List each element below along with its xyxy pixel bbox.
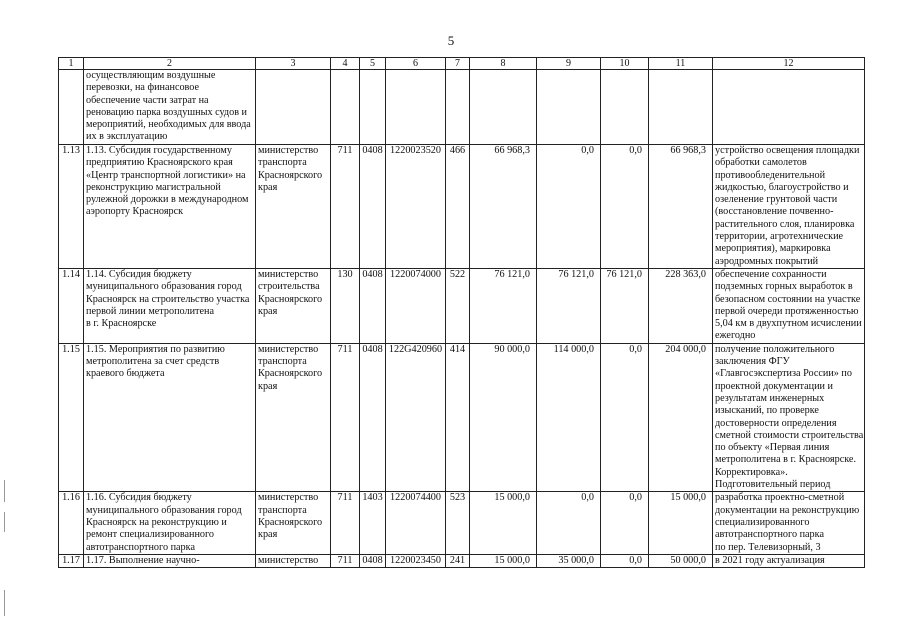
cell-text-line: растительного слоя, планировка — [715, 218, 855, 230]
column-number-header: 7 — [446, 58, 470, 70]
target-article-cell: 1220074000 — [386, 268, 446, 343]
row-number-cell: 1.14 — [59, 268, 84, 343]
cell-text-line: обработки самолетов — [715, 157, 807, 169]
amount-year3-cell: 0,0 — [601, 492, 649, 554]
cell-text-line: Красноярского — [258, 368, 323, 380]
column-number-header: 1 — [59, 58, 84, 70]
table-header-row — [59, 58, 865, 70]
amount-year3-cell — [601, 70, 649, 145]
amount-year1-cell: 90 000,0 — [470, 343, 537, 492]
target-article-cell: 1220023520 — [386, 145, 446, 269]
cell-text-line: по объекту «Первая линия — [715, 442, 830, 454]
grbs-code-cell: 711 — [331, 343, 360, 492]
cell-text-line: специализированного — [715, 516, 810, 528]
scan-edge-mark — [4, 512, 5, 532]
cell-text-line: метрополитена в г. Красноярске. — [715, 454, 857, 466]
cell-text-line: предприятию Красноярского края — [86, 157, 233, 169]
cell-text-line: метрополитена за счет средств — [86, 356, 220, 368]
cell-text-line: мероприятий, необходимых для ввода — [86, 119, 251, 131]
table-row — [59, 268, 865, 343]
expected-result-cell — [713, 268, 865, 343]
table-row — [59, 492, 865, 554]
agency-cell — [256, 343, 331, 492]
target-article-cell: 1220023450 — [386, 554, 446, 567]
cell-text-line: Красноярск на строительство участка — [86, 293, 250, 305]
target-article-cell: 122G420960 — [386, 343, 446, 492]
expense-type-cell: 241 — [446, 554, 470, 567]
column-number-header: 9 — [537, 58, 601, 70]
cell-text-line: разработка проектно-сметной — [715, 492, 845, 504]
cell-text-line: противообледенительной — [715, 169, 826, 181]
cell-text-line: министерство — [258, 343, 319, 355]
amount-year1-cell: 15 000,0 — [470, 554, 537, 567]
measure-name-cell — [84, 554, 256, 567]
cell-text-line: достоверности определения — [715, 417, 837, 429]
cell-text-line: «Центр транспортной логистики» на — [86, 169, 246, 181]
cell-text-line: озеленение грунтовой части — [715, 194, 838, 206]
cell-text-line: (восстановление почвенно- — [715, 206, 834, 218]
cell-text-line: проектной документации и — [715, 380, 834, 392]
cell-text-line: жидкостью, благоустройство и — [715, 181, 849, 193]
table-row — [59, 554, 865, 567]
table-row — [59, 70, 865, 145]
expense-type-cell — [446, 70, 470, 145]
page-number: 5 — [447, 33, 455, 48]
cell-text-line: реновацию парка воздушных судов и — [86, 106, 248, 118]
amount-year1-cell: 15 000,0 — [470, 492, 537, 554]
amount-year2-cell: 114 000,0 — [537, 343, 601, 492]
column-number-header: 6 — [386, 58, 446, 70]
cell-text-line: 5,04 км в двухпутном исчислении — [715, 318, 862, 330]
measure-name-cell — [84, 145, 256, 269]
expected-result-cell — [713, 70, 865, 145]
section-code-cell — [360, 70, 386, 145]
agency-cell — [256, 492, 331, 554]
amount-total-cell: 66 968,3 — [649, 145, 713, 269]
table-row — [59, 343, 865, 492]
cell-text-line: Подготовительный период — [715, 479, 831, 491]
cell-text-line: 1.17. Выполнение научно- — [86, 554, 200, 566]
section-code-cell: 0408 — [360, 554, 386, 567]
expense-type-cell: 414 — [446, 343, 470, 492]
scan-edge-mark — [4, 590, 5, 616]
expense-type-cell: 523 — [446, 492, 470, 554]
cell-text-line: аэропорту Красноярск — [86, 206, 184, 218]
cell-text-line: безопасном состоянии на участке — [715, 293, 861, 305]
amount-total-cell: 204 000,0 — [649, 343, 713, 492]
cell-text-line: муниципального образования город — [86, 281, 242, 293]
expected-result-cell — [713, 145, 865, 269]
amount-total-cell: 228 363,0 — [649, 268, 713, 343]
cell-text-line: края — [258, 380, 278, 392]
cell-text-line: первой очереди протяженностью — [715, 305, 859, 317]
cell-text-line: «Главгосэкспертиза России» по — [715, 368, 852, 380]
cell-text-line: министерство — [258, 145, 319, 156]
amount-year2-cell — [537, 70, 601, 145]
row-number-cell — [59, 70, 84, 145]
cell-text-line: их в эксплуатацию — [86, 131, 168, 143]
grbs-code-cell: 711 — [331, 145, 360, 269]
cell-text-line: Корректировка». — [715, 466, 788, 478]
cell-text-line: ежегодно — [715, 330, 756, 342]
section-code-cell: 1403 — [360, 492, 386, 554]
expected-result-cell — [713, 492, 865, 554]
cell-text-line: результатам инженерных — [715, 392, 825, 404]
cell-text-line: в г. Красноярске — [86, 318, 157, 330]
cell-text-line: мероприятия), маркировка — [715, 243, 831, 255]
amount-year3-cell: 0,0 — [601, 343, 649, 492]
table-row — [59, 145, 865, 269]
target-article-cell: 1220074400 — [386, 492, 446, 554]
column-number-header: 5 — [360, 58, 386, 70]
amount-year2-cell: 76 121,0 — [537, 268, 601, 343]
cell-text-line: по пер. Телевизорный, 3 — [715, 541, 821, 553]
row-number-cell: 1.16 — [59, 492, 84, 554]
cell-text-line: автотранспортного парка — [715, 529, 824, 541]
cell-text-line: перевозки, на финансовое — [86, 82, 200, 94]
cell-text-line: автотранспортного парка — [86, 541, 195, 553]
expected-result-cell — [713, 554, 865, 567]
cell-text-line: 1.16. Субсидия бюджету — [86, 492, 192, 504]
cell-text-line: 1.13. Субсидия государственному — [86, 145, 232, 156]
cell-text-line: территории, агротехнические — [715, 231, 844, 243]
cell-text-line: заключения ФГУ — [715, 356, 790, 368]
cell-text-line: аэродромных покрытий — [715, 255, 819, 267]
cell-text-line: Красноярск на реконструкцию и — [86, 516, 227, 528]
cell-text-line: Красноярского — [258, 516, 323, 528]
expense-type-cell: 522 — [446, 268, 470, 343]
grbs-code-cell: 711 — [331, 492, 360, 554]
row-number-cell: 1.13 — [59, 145, 84, 269]
cell-text-line: устройство освещения площадки — [715, 145, 860, 156]
amount-year1-cell — [470, 70, 537, 145]
agency-cell — [256, 70, 331, 145]
cell-text-line: документации на реконструкцию — [715, 504, 860, 516]
cell-text-line: Красноярского — [258, 169, 323, 181]
cell-text-line: сметной стоимости строительства — [715, 429, 864, 441]
cell-text-line: реконструкцию магистральной — [86, 181, 221, 193]
agency-cell — [256, 554, 331, 567]
target-article-cell — [386, 70, 446, 145]
column-number-header: 4 — [331, 58, 360, 70]
program-measures-table — [58, 57, 865, 568]
cell-text-line: края — [258, 181, 278, 193]
cell-text-line: министерство — [258, 554, 319, 566]
cell-text-line: края — [258, 305, 278, 317]
cell-text-line: транспорта — [258, 157, 307, 169]
cell-text-line: края — [258, 529, 278, 541]
column-number-header: 8 — [470, 58, 537, 70]
section-code-cell: 0408 — [360, 145, 386, 269]
cell-text-line: получение положительного — [715, 343, 835, 355]
measure-name-cell — [84, 70, 256, 145]
measure-name-cell — [84, 492, 256, 554]
cell-text-line: Красноярского — [258, 293, 323, 305]
amount-total-cell: 15 000,0 — [649, 492, 713, 554]
cell-text-line: транспорта — [258, 356, 307, 368]
amount-year3-cell: 0,0 — [601, 145, 649, 269]
column-number-header: 11 — [649, 58, 713, 70]
amount-year1-cell: 76 121,0 — [470, 268, 537, 343]
column-number-header: 10 — [601, 58, 649, 70]
cell-text-line: подземных горных выработок в — [715, 281, 853, 293]
cell-text-line: рулежной дорожки в международном — [86, 194, 249, 206]
grbs-code-cell — [331, 70, 360, 145]
cell-text-line: министерство — [258, 268, 319, 280]
cell-text-line: ремонт специализированного — [86, 529, 215, 541]
row-number-cell: 1.17 — [59, 554, 84, 567]
cell-text-line: муниципального образования город — [86, 504, 242, 516]
agency-cell — [256, 268, 331, 343]
cell-text-line: изысканий, по проверке — [715, 405, 819, 417]
cell-text-line: 1.15. Мероприятия по развитию — [86, 343, 225, 355]
amount-year3-cell: 76 121,0 — [601, 268, 649, 343]
agency-cell — [256, 145, 331, 269]
measure-name-cell — [84, 343, 256, 492]
column-number-header: 12 — [713, 58, 865, 70]
cell-text-line: транспорта — [258, 504, 307, 516]
amount-year3-cell: 0,0 — [601, 554, 649, 567]
column-number-header: 3 — [256, 58, 331, 70]
scan-edge-mark — [4, 480, 5, 502]
expected-result-cell — [713, 343, 865, 492]
row-number-cell: 1.15 — [59, 343, 84, 492]
section-code-cell: 0408 — [360, 343, 386, 492]
cell-text-line: краевого бюджета — [86, 368, 165, 380]
cell-text-line: министерство — [258, 492, 319, 504]
amount-year2-cell: 35 000,0 — [537, 554, 601, 567]
measure-name-cell — [84, 268, 256, 343]
cell-text-line: строительства — [258, 281, 320, 293]
section-code-cell: 0408 — [360, 268, 386, 343]
cell-text-line: осуществляющим воздушные — [86, 70, 216, 81]
column-number-header: 2 — [84, 58, 256, 70]
cell-text-line: обеспечение части затрат на — [86, 94, 209, 106]
grbs-code-cell: 130 — [331, 268, 360, 343]
expense-type-cell: 466 — [446, 145, 470, 269]
cell-text-line: 1.14. Субсидия бюджету — [86, 268, 192, 280]
amount-year2-cell: 0,0 — [537, 145, 601, 269]
amount-year2-cell: 0,0 — [537, 492, 601, 554]
amount-year1-cell: 66 968,3 — [470, 145, 537, 269]
cell-text-line: в 2021 году актуализация — [715, 554, 825, 566]
cell-text-line: обеспечение сохранности — [715, 268, 827, 280]
cell-text-line: первой линии метрополитена — [86, 305, 214, 317]
grbs-code-cell: 711 — [331, 554, 360, 567]
amount-total-cell — [649, 70, 713, 145]
amount-total-cell: 50 000,0 — [649, 554, 713, 567]
